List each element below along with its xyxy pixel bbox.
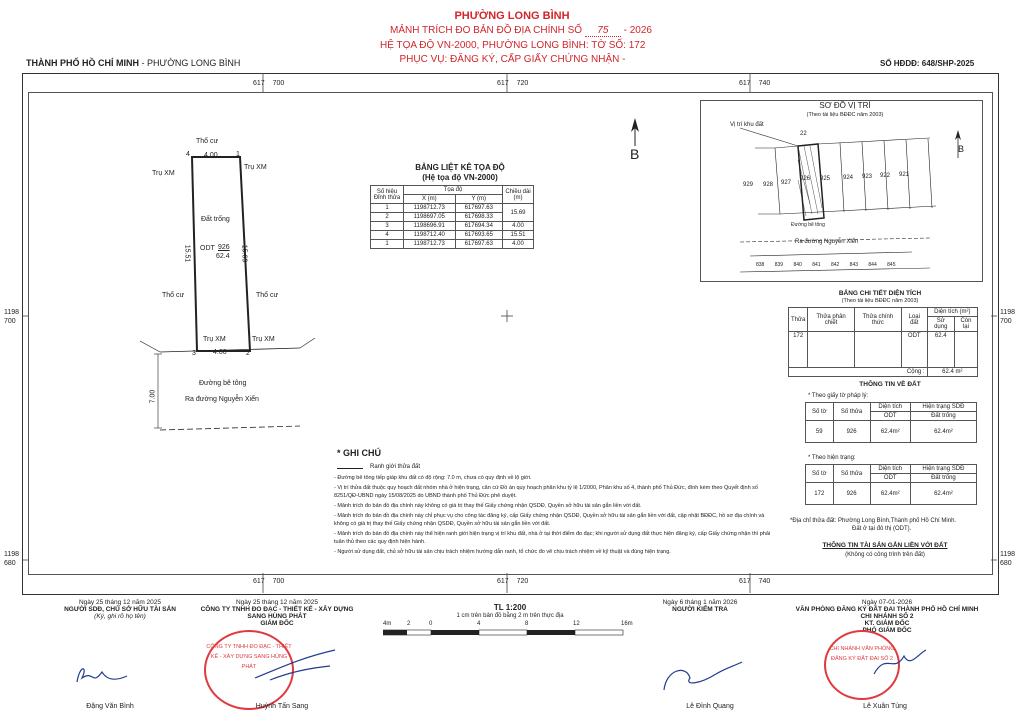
extract-prefix: MẢNH TRÍCH ĐO BẢN ĐỒ ĐỊA CHÍNH SỐ	[390, 25, 583, 36]
monument-label-3: Trụ XM	[203, 336, 226, 343]
coord-h-x: X (m)	[404, 195, 456, 204]
table-row: 59 926 62.4m² 62.4m²	[806, 421, 977, 443]
loc-parcel-927: 927	[781, 180, 792, 186]
location-map	[700, 120, 981, 280]
loc-parcel-922: 922	[880, 173, 891, 179]
parcel-number: 926	[218, 244, 230, 251]
table-row: 2 1198697.05 617698.33	[371, 213, 534, 222]
location-road-exit: Ra đường Nguyễn Xiển	[795, 239, 859, 245]
grid-bottom-1: 617 700	[253, 578, 285, 585]
table-row: 4 1198712.40 617693.65 15.51	[371, 231, 534, 240]
bottom-length: 4.00	[213, 349, 227, 356]
grid-top-3: 617 740	[739, 80, 771, 87]
corner-1: 1	[236, 151, 240, 158]
address-line: *Địa chỉ thửa đất: Phường Long Bình,Thành phố Hồ Chí Minh.	[790, 518, 957, 524]
legend-label: Ranh giới thửa đất	[370, 464, 420, 470]
table-row: 1 1198712.73 617697.63 4.00	[371, 240, 534, 249]
owner-signature	[72, 660, 132, 692]
current-label: * Theo hiện trạng:	[808, 455, 856, 461]
purpose-line: PHỤC VỤ: ĐĂNG KÝ, CẤP GIẤY CHỨNG NHẬN -	[399, 54, 626, 65]
area-h-official: Thửa chính thức	[854, 308, 901, 332]
scale-label: TL 1:200	[493, 603, 527, 612]
north-label: B	[630, 146, 640, 162]
office-stamp: CHI NHÁNH VĂN PHÒNG ĐĂNG KÝ ĐẤT ĐAI SỐ 2	[824, 630, 900, 700]
current-table: Số tờ Số thửa Diện tích Hiện trạng SDĐ ODT Đất trống 172 926 62.4m² 62.4m²	[805, 464, 977, 505]
scale-bar	[383, 629, 643, 637]
owner-signature-block: Ngày 25 tháng 12 năm 2025 NGƯỜI SDĐ, CHỦ SỞ HỮU TÀI SẢN (Ký, ghi rõ họ tên)	[64, 599, 176, 620]
area-h-remain: Còn lại	[954, 317, 977, 332]
loc-parcel-929: 929	[743, 182, 754, 188]
monument-label-4: Trụ XM	[252, 336, 275, 343]
grid-left-lower: 1198 680	[4, 551, 20, 567]
coord-table-title: BẢNG LIỆT KÊ TỌA ĐỘ	[415, 163, 505, 172]
area-table	[788, 307, 978, 377]
legend-line	[337, 468, 363, 469]
note-item: - Người sử dụng đất, chủ sở hữu tài sản chịu trách nhiệm hướng dẫn ranh, tổ chức đo vẽ chịu trách nhiệm về kỹ thuật và đúng hiện trạng.	[334, 549, 671, 555]
extract-year: - 2026	[623, 25, 652, 36]
area-table-title: BẢNG CHI TIẾT DIỆN TÍCH	[838, 290, 922, 297]
monument-label-1: Trụ XM	[152, 170, 175, 177]
loc-parcel-926: 926	[800, 176, 811, 182]
coord-system-line: HỆ TỌA ĐỘ VN-2000, PHƯỜNG LONG BÌNH: TỜ SỐ: 172	[380, 40, 646, 51]
area-h-type: Loại đất	[901, 308, 927, 332]
office-signature	[870, 644, 930, 684]
checker-signature	[656, 656, 746, 696]
parcel-area: 62.4	[216, 253, 230, 260]
notes-list	[334, 474, 774, 558]
corner-3: 3	[192, 350, 196, 357]
area-h-split: Thửa phân chiết	[808, 308, 854, 332]
owner-name: Đặng Văn Bình	[86, 703, 134, 710]
right-length: 15.69	[240, 244, 248, 263]
grid-right-lower: 1198 680	[1000, 551, 1016, 567]
ward-title: PHƯỜNG LONG BÌNH	[454, 10, 570, 22]
office-director-name: Lê Xuân Tùng	[863, 703, 907, 710]
location-bottom-parcels: 838 839 840 841 842 843 844 845	[756, 262, 896, 268]
coord-table-subtitle: (Hệ tọa độ VN-2000)	[422, 173, 498, 182]
note-item: - Mảnh trích đo bản đồ địa chính này không có giá trị thay thế Giấy chứng nhận QSDĐ, Quyền sở hữu tài sản gắn liền với đất.	[334, 503, 642, 509]
city-suffix: - PHƯỜNG LONG BÌNH	[141, 58, 241, 68]
note-item: - Đường bê tông tiếp giáp khu đất có độ rộng: 7.0 m, chưa có quy định về lộ giới.	[334, 475, 532, 481]
road-exit: Ra đường Nguyễn Xiển	[185, 396, 259, 403]
road-width: 7.00	[149, 389, 157, 404]
location-road: Đường bê tông	[791, 222, 825, 228]
grid-left-upper: 1198 700	[4, 309, 20, 325]
corner-4: 4	[186, 151, 190, 158]
area-h-sheet: Thửa	[789, 308, 808, 332]
table-row: 1 1198712.73 617697.63 15.69	[371, 204, 534, 213]
table-row: 172 926 62.4m² 62.4m²	[806, 483, 977, 505]
company-stamp: CÔNG TY TNHH ĐO ĐẠC - THIẾT KẾ - XÂY DỰNG SANG HÙNG PHÁT	[204, 630, 294, 710]
address-line-2: Đất ở tại đô thị (ODT).	[852, 526, 912, 532]
top-length: 4.00	[204, 152, 218, 159]
grid-bottom-3: 617 740	[739, 578, 771, 585]
area-table-subtitle: (Theo tài liệu BĐĐC năm 2003)	[841, 298, 919, 304]
coord-h-length: Chiều dài (m)	[503, 186, 534, 204]
loc-parcel-924: 924	[843, 175, 854, 181]
grid-top-1: 617 700	[253, 80, 285, 87]
checker-signature-block: Ngày 6 tháng 1 năm 2026 NGƯỜI KIỂM TRA	[662, 599, 738, 613]
corner-2: 2	[246, 350, 250, 357]
location-subtitle: (Theo tài liệu BĐĐC năm 2003)	[806, 112, 884, 118]
loc-parcel-925: 925	[820, 176, 831, 182]
table-row: Cộng : 62.4 m²	[789, 368, 978, 377]
location-marker-label: Vị trí khu đất	[730, 122, 764, 128]
north-owner-label: Thổ cư	[196, 138, 219, 145]
grid-bottom-2: 617 720	[497, 578, 529, 585]
assets-title: THÔNG TIN TÀI SẢN GẮN LIỀN VỚI ĐẤT	[822, 542, 948, 549]
land-info-title: THÔNG TIN VỀ ĐẤT	[859, 381, 921, 388]
notes-title: * GHI CHÚ	[337, 448, 382, 458]
contract-number: SỐ HĐDĐ: 648/SHP-2025	[880, 59, 975, 68]
monument-label-2: Trụ XM	[244, 164, 267, 171]
coord-h-point: Số hiệu Đỉnh thửa	[371, 186, 404, 204]
table-row: 3 1198696.91 617694.34 4.00	[371, 222, 534, 231]
city-name: THÀNH PHỐ HỒ CHÍ MINH	[26, 58, 139, 68]
location-title: SƠ ĐỒ VỊ TRÍ	[819, 101, 871, 110]
location-top-parcel: 22	[800, 131, 807, 137]
note-item: - Mảnh trích đo bản đồ địa chính này thể hiện ranh giới hiện trạng vị trí khu đất, nhà ở tại thời điểm đo đạc; khi người sử dụng đất thực hiện đăng ký, cấp Giấy chứng nhận thì phải tuân thủ theo các quy định hiện hành.	[334, 531, 771, 545]
road-name: Đường bê tông	[199, 380, 247, 387]
coord-h-coord: Tọa độ	[404, 186, 503, 195]
scale-desc: 1 cm trên bản đồ bằng 2 m trên thực địa	[456, 613, 564, 619]
company-director-name: Huỳnh Tấn Sang	[255, 703, 309, 710]
legal-table: Số tờ Số thửa Diện tích Hiện trạng SDĐ ODT Đất trống 59 926 62.4m² 62.4m²	[805, 402, 977, 443]
company-signature-block: Ngày 25 tháng 12 năm 2025 CÔNG TY TNHH ĐO ĐẠC - THIẾT KẾ - XÂY DỰNG SANG HÙNG PHÁT GIÁM ĐỐC	[200, 599, 354, 627]
road-edge-bottom	[160, 426, 300, 430]
coord-h-y: Y (m)	[455, 195, 502, 204]
left-length: 15.51	[183, 244, 191, 263]
table-row: 172 ODT 62.4	[789, 332, 978, 368]
area-h-use: Sử dụng	[927, 317, 954, 332]
note-item: - Vị trí thửa đất thuộc quy hoạch đất nhóm nhà ở hiện trạng, căn cứ Đồ án quy hoạch phân khu tỷ lệ 1/2000, Phân khu số 4, thành phố Thủ Đức, đính kèm theo Quyết định số 8251/QĐ-UBND ngày 15/08/2025 do UBND thành phố Thủ Đức phê duyệt.	[334, 485, 758, 499]
parcel-land-use: ODT	[200, 245, 215, 252]
note-item: - Mảnh trích đo bản đồ địa chính này chỉ phục vụ cho công tác đăng ký, cấp Giấy chứng nhận QSDĐ, Quyền sở hữu tài sản gắn liền với đất, cập nhật BĐĐC, hồ sơ địa chính và không có giá trị thay thế Giấy chứng nhận QSDĐ, Quyền sở hữu tài sản gắn liền với đất.	[334, 513, 765, 527]
coord-table	[370, 185, 534, 249]
extract-number: 75	[585, 25, 621, 37]
west-owner-label: Thổ cư	[162, 292, 185, 299]
assets-text: (Không có công trình trên đất)	[845, 552, 925, 558]
land-type: Đất trống	[201, 216, 230, 223]
location-north-label: B	[958, 144, 965, 154]
legal-label: * Theo giấy tờ pháp lý:	[808, 393, 869, 399]
loc-parcel-923: 923	[862, 174, 873, 180]
area-h-area: Diện tích (m²)	[927, 308, 977, 317]
loc-parcel-921: 921	[899, 172, 910, 178]
grid-right-upper: 1198 700	[1000, 309, 1016, 325]
office-signature-block: Ngày 07-01-2026 VĂN PHÒNG ĐĂNG KÝ ĐẤT ĐAI THÀNH PHỐ HỒ CHÍ MINH CHI NHÁNH SỐ 2 KT. GIÁM ĐỐC PHÓ GIÁM ĐỐC	[795, 599, 979, 634]
checker-name: Lê Đình Quang	[686, 703, 734, 710]
east-owner-label: Thổ cư	[256, 292, 279, 299]
loc-parcel-928: 928	[763, 182, 774, 188]
grid-top-2: 617 720	[497, 80, 529, 87]
company-signature	[250, 648, 340, 688]
